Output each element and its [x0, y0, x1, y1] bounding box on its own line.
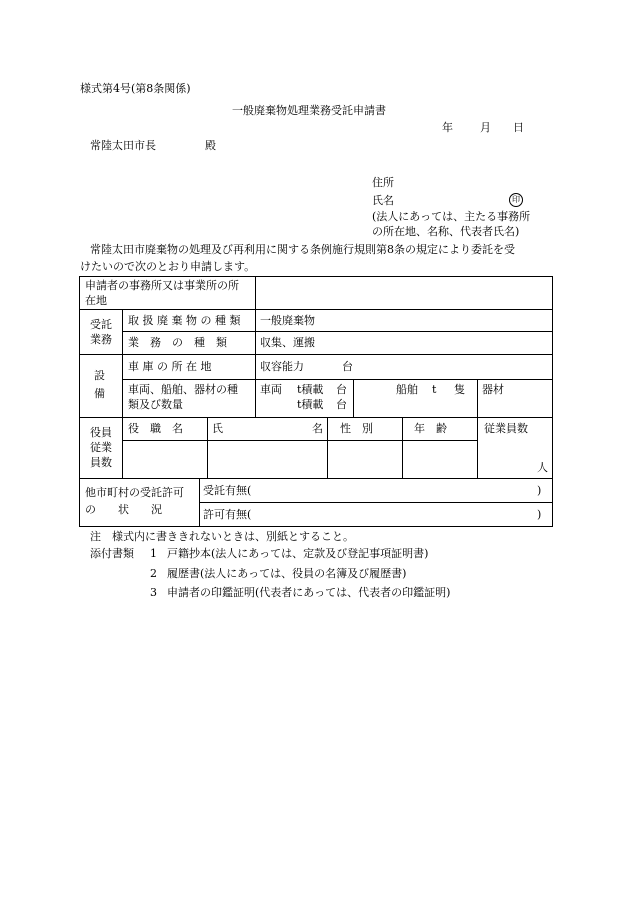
seal-mark-icon: 印	[509, 193, 523, 207]
other-city-label-1: 他市町村の受託許可	[85, 486, 184, 499]
address-label: 住所	[372, 176, 394, 189]
col-gender: 性 別	[340, 422, 373, 435]
attachment-1-number: 1	[150, 547, 157, 560]
capacity-unit: 台	[342, 360, 353, 373]
equipment-group-label-1: 設	[94, 369, 105, 382]
corp-note-line-1: (法人にあっては、主たる事務所	[372, 210, 531, 223]
body-text-line-2: けたいので次のとおり申請します。	[80, 260, 256, 273]
business-type-value: 収集、運搬	[260, 336, 315, 349]
name-label: 氏名	[372, 194, 394, 207]
office-location-label-2: 在地	[85, 294, 107, 307]
attachment-3-number: 3	[150, 586, 157, 599]
col-name-2: 名	[312, 422, 323, 435]
truck-capacity-1: t積載	[297, 383, 324, 396]
body-text-line-1: 常陸太田市廃棄物の処理及び再利用に関する条例施行規則第8条の規定により委託を受	[90, 243, 515, 256]
truck-unit-2: 台	[336, 398, 347, 411]
form-number: 様式第4号(第8条関係)	[80, 82, 191, 95]
addressee: 常陸太田市長	[90, 139, 156, 152]
vehicle-label: 車両	[260, 383, 282, 396]
honorific: 殿	[205, 139, 216, 152]
equipment-group-label-2: 備	[94, 387, 105, 400]
attachments-label: 添付書類	[90, 547, 134, 560]
garage-location-label: 車 庫 の 所 在 地	[128, 360, 212, 373]
ship-unit: 隻	[454, 383, 465, 396]
staff-group-label-1: 役員	[90, 426, 112, 439]
office-location-field[interactable]	[258, 279, 550, 307]
capacity-label: 収容能力	[260, 360, 304, 373]
consign-status: 受託有無(	[203, 484, 252, 497]
employees-unit: 人	[537, 461, 548, 474]
col-employees: 従業員数	[484, 422, 528, 435]
date-year: 年	[442, 121, 453, 134]
col-position: 役 職 名	[128, 422, 183, 435]
attachment-2-number: 2	[150, 567, 157, 580]
office-location-label-1: 申請者の事務所又は事業所の所	[85, 279, 239, 292]
consign-group-label-2: 業務	[90, 333, 112, 346]
other-city-label-2: の 状 況	[85, 503, 162, 516]
ship-tonnage: t	[432, 383, 437, 396]
business-type-label: 業 務 の 種 類	[128, 336, 227, 349]
staff-group-label-3: 員数	[90, 456, 112, 469]
gear-label: 器材	[482, 383, 504, 396]
permit-status-close: )	[537, 508, 542, 521]
document-title: 一般廃棄物処理業務受託申請書	[232, 104, 386, 117]
vehicles-label-2: 類及び数量	[128, 398, 183, 411]
ship-label: 船舶	[396, 383, 418, 396]
truck-capacity-2: t積載	[297, 398, 324, 411]
permit-status: 許可有無(	[203, 508, 252, 521]
col-age: 年 齢	[414, 422, 447, 435]
date-day: 日	[513, 121, 524, 134]
consign-status-close: )	[537, 484, 542, 497]
staff-group-label-2: 従業	[90, 441, 112, 454]
waste-type-value: 一般廃棄物	[260, 314, 315, 327]
attachment-3: 申請者の印鑑証明(代表者にあっては、代表者の印鑑証明)	[167, 586, 451, 599]
waste-type-label: 取 扱 廃 棄 物 の 種 類	[128, 314, 241, 327]
corp-note-line-2: の所在地、名称、代表者氏名)	[372, 225, 520, 238]
date-month: 月	[480, 121, 491, 134]
col-name-1: 氏	[212, 422, 223, 435]
consign-group-label-1: 受託	[90, 318, 112, 331]
note: 注 様式内に書ききれないときは、別紙とすること。	[90, 530, 354, 543]
truck-unit-1: 台	[336, 383, 347, 396]
attachment-1: 戸籍抄本(法人にあっては、定款及び登記事項証明書)	[167, 547, 429, 560]
vehicles-label-1: 車両、船舶、器材の種	[128, 383, 238, 396]
attachment-2: 履歴書(法人にあっては、役員の名簿及び履歴書)	[167, 567, 407, 580]
